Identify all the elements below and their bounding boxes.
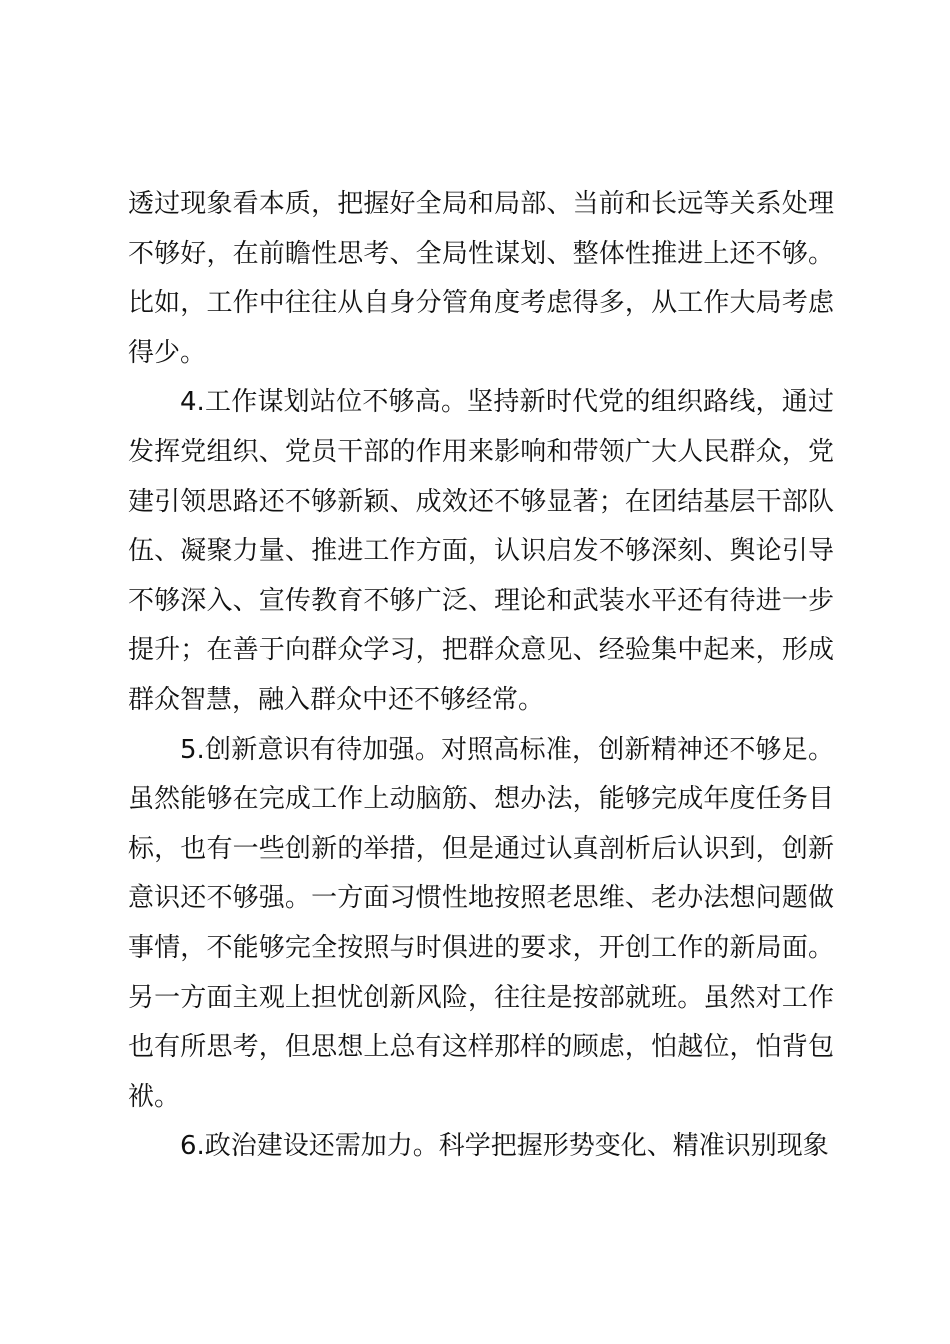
body-text	[128, 180, 834, 1172]
paragraph-item-6: 6.政治建设还需加力。科学把握形势变化、精准识别现象	[180, 1131, 829, 1162]
paragraph-item-4: 4.工作谋划站位不够高。坚持新时代党的组织路线，通过发挥党组织、党员干部的作用来影响和带领广大人民群众，党建引领思路还不够新颖、成效还不够显著；在团结基层干部队伍、凝聚力量、推进工作方面，认识启发不够深刻、舆论引导不够深入、宣传教育不够广泛、理论和武装水平还有待进一步提升；在善于向群众学习，把群众意见、经验集中起来，形成群众智慧，融入群众中还不够经常。	[128, 387, 834, 715]
paragraph-continuation: 透过现象看本质，把握好全局和局部、当前和长远等关系处理不够好，在前瞻性思考、全局性谋划、整体性推进上还不够。比如，工作中往往从自身分管角度考虑得多，从工作大局考虑得少。	[128, 189, 834, 368]
paragraph-item-5: 5.创新意识有待加强。对照高标准，创新精神还不够足。虽然能够在完成工作上动脑筋、想办法，能够完成年度任务目标，也有一些创新的举措，但是通过认真剖析后认识到，创新意识还不够强。一方面习惯性地按照老思维、老办法想问题做事情，不能够完全按照与时俱进的要求，开创工作的新局面。另一方面主观上担忧创新风险，往往是按部就班。虽然对工作也有所思考，但思想上总有这样那样的顾虑，怕越位，怕背包袱。	[128, 734, 834, 1112]
